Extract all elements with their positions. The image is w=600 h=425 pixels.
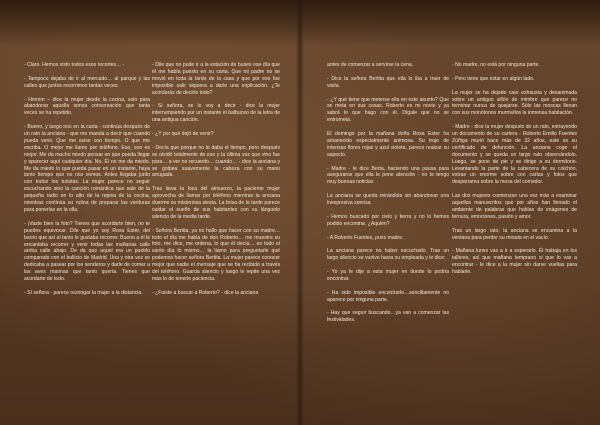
paragraph: - Tampoco dejaba de ir al mercado… al parque y las calles que juntos recorrimos tantas veces. — [24, 75, 150, 89]
paragraph: - Señora Bertita, ya no hallo que hacer con su madre… todo el día me habla de don Roberto… me muestra su foto, me dice, me ordena, lo que él decía… es todo el santo día lo mismo… la llamo para preguntarle qué podemos hacer señora Bertita. La mujer parece conocer mejor que nadie el mensaje que se ha recibido a través del teléfono. Guarda silencio y luego le repite una vez más lo de tenerle paciencia. — [152, 227, 280, 283]
paragraph: - ¡Vaste bien la foto? Tienes que acordarte bien, no te puedes equivocar. Dile que yo soy Rosa Ester, del barrio que así el tanto le gustaba recorrer. Bueno a él le encantaba recorrer y venir todas las mañanas calle arriba calle abajo. De da que aquel era un pueblo comparado con el bullicio de Madrid. Una y otra vez se dedicaba a pasear por los senderos y darle de comer a las aves marinas que tanto quería. Tienes que acordarte de todo. — [24, 220, 150, 283]
paragraph: antes de comenzar a servirse la cena. — [327, 62, 414, 68]
paragraph: - Dile que no pude ir a la estación de buses ese día que él me había puesto en su carta. Que mi padre no se movió en toda la tarde de la casa y que por eso fue imposible salir siquiera a darle una explicación. ¿Te acordarás de decirle todo? — [152, 62, 280, 96]
paragraph: La mujer se ha dejado caer exhausta y desanimada sobre un antiguo sillón de mimbre que parece no terminar nunca de quejarse. Sólo las moscas llenan con sus monótonos murmullos la inmensa habitación. — [452, 89, 577, 117]
paragraph: - Hay que seguir buscando…ya van a comenzar las festividades. — [327, 310, 449, 324]
paragraph: Las dos mujeres comienzan una vez más a examinar aquellos manuscritos que por años han llenado el ambiente de palabras que hablan de imágenes de ternura, emociones, pasión y amor. — [452, 193, 577, 220]
paragraph: - ¿Y qué tiene que meterse ella en este asunto? Que se meta en sus cosas. Roberto es mi novio y ya sabrá lo que hago con él. Dígale que no se entrometa. — [327, 96, 449, 124]
page-gutter — [296, 0, 304, 425]
right-page-column-2 — [452, 62, 577, 419]
paragraph: - Pero tiene que estar en algún lado. — [452, 75, 535, 82]
paragraph: Tras lavar la loza del almuerzo, la paciente mujer aprovecha de llamar por teléfono mientras la anciana duerme su misteriosa siesta. La brisa de la tarde parece cuidar el sueño de sus habitantes con su lánguido silencio de la media tarde. — [152, 186, 280, 220]
paragraph: - Hemos buscado por cielo y tierra y no lo hemos podido encontrar. ¿Aquién? — [327, 213, 449, 227]
paragraph: - Dice la señora Bertita que ella lo iba a traer de visita. — [327, 75, 449, 89]
paragraph: La anciana se queda mirándola sin abandonar una inexpresiva sonrisa — [327, 193, 449, 207]
paragraph: La anciana parece no haber escuchado. Tras un largo silencio se vuelve hacia su empleada y le dice: — [327, 248, 449, 262]
paragraph: - No madre, no está por ninguna parte. — [452, 62, 540, 68]
paragraph: Tras un largo rato, la anciana se encamina a la ventana para perder su mirada en el vacío. — [452, 227, 577, 241]
left-page-column-2 — [152, 62, 280, 419]
right-page-column-1 — [327, 62, 449, 419]
paragraph: - Madre - le dice Berta, haciendo una pausa para asegurarse que ella le pone atención - no te tengo muy buenas noticias — [327, 165, 449, 186]
paragraph: - ¿Y por qué dejó de venir? — [152, 131, 214, 138]
paragraph: - ¿Fuiste a buscar a Roberto? - dice la anciana — [152, 289, 259, 296]
paragraph: - Sí señora, se lo voy a decir - dice la mujer interrumpiendo por un instante el balbuceo de la letra de una antigua canción. — [152, 103, 280, 124]
left-page-column-1 — [24, 62, 150, 419]
paragraph: - A Roberto Fuentes, pues madre. — [327, 234, 404, 241]
paragraph: - Madre - dice la mujer después de un rato, extrayendo un documento de su cartera - Roberto Emilio Fuentes Zúñiga murió hace más de 32 años, este es su certificado de defunción. La anciana coge el documento y se queda un largo rato observándolo. Luego, se pone de pie y se dirige a su dormitorio. Levantando la parte de la cabecera de su colchón, extrae un enorme sobre con cartas y fotos que desparrama sobre la mesa del comedor. — [452, 124, 577, 186]
paragraph: - Bueno, y luego nos en la carta - continúa después de un rato la anciana - que me manda a decir que cuando pueda venir. Que me avise con tiempo. O que me escriba. O mejor me llame por teléfono. Eso, eso es mejor. Me da mucho miedo pensar en que pueda llegar y aparecer aquí cualquier día. No. Él no me da miedo. Me da miedo lo que pueda pasar en un instante, haya tanto tiempo que no nos vemos. Antes llegaba junto con todos los turistas. La mujer parece no seguir escuchando sino la canción romántica que sale de la pequeña radio en lo alto de la repisa de la cocina, mientras continúa su rutina de preparar las verduras para ponerlas en la olla. — [24, 124, 150, 213]
paragraph: - Sí señora - parece rezongar la mujer a la distancia. — [24, 289, 143, 296]
paragraph: - Mañana lunes vas a ir a esperarlo. Él trabaja en los talleres, así que mañana temprano si que lo vas a encontrar - le dice a la mujer sin darse vueltas para hablarle. — [452, 248, 577, 276]
paragraph: - Decía que porque no le daba el tiempo, pero después se olvidó totalmente de eso y la última vez que vino fue para… a ver no recuerdo… cuando… - dice la anciana y se golpea suavemente la cabeza con su mano arrugada. — [152, 144, 280, 179]
paragraph: - Yo ya le dije a esta mujer en donde lo podría encontrar. — [327, 269, 449, 282]
paragraph: El domingo por la mañana doña Rosa Ester ha amanecido especialmente animosa. Su traje de intensas flores rojas y azul violeta, parece realzar su aspecto. — [327, 131, 449, 158]
paragraph: - Claro. Hemos visto todos esos recortes… - — [24, 62, 125, 68]
paragraph: - Ha sido imposible encontrarlo…sencillamente no aparece por ninguna parte. — [327, 289, 449, 303]
paragraph: - Hmmm – dice la mujer desde la cocina, solo para abandonar aquella sonsa conversación que tanta veces se ha repetido. — [24, 96, 150, 117]
